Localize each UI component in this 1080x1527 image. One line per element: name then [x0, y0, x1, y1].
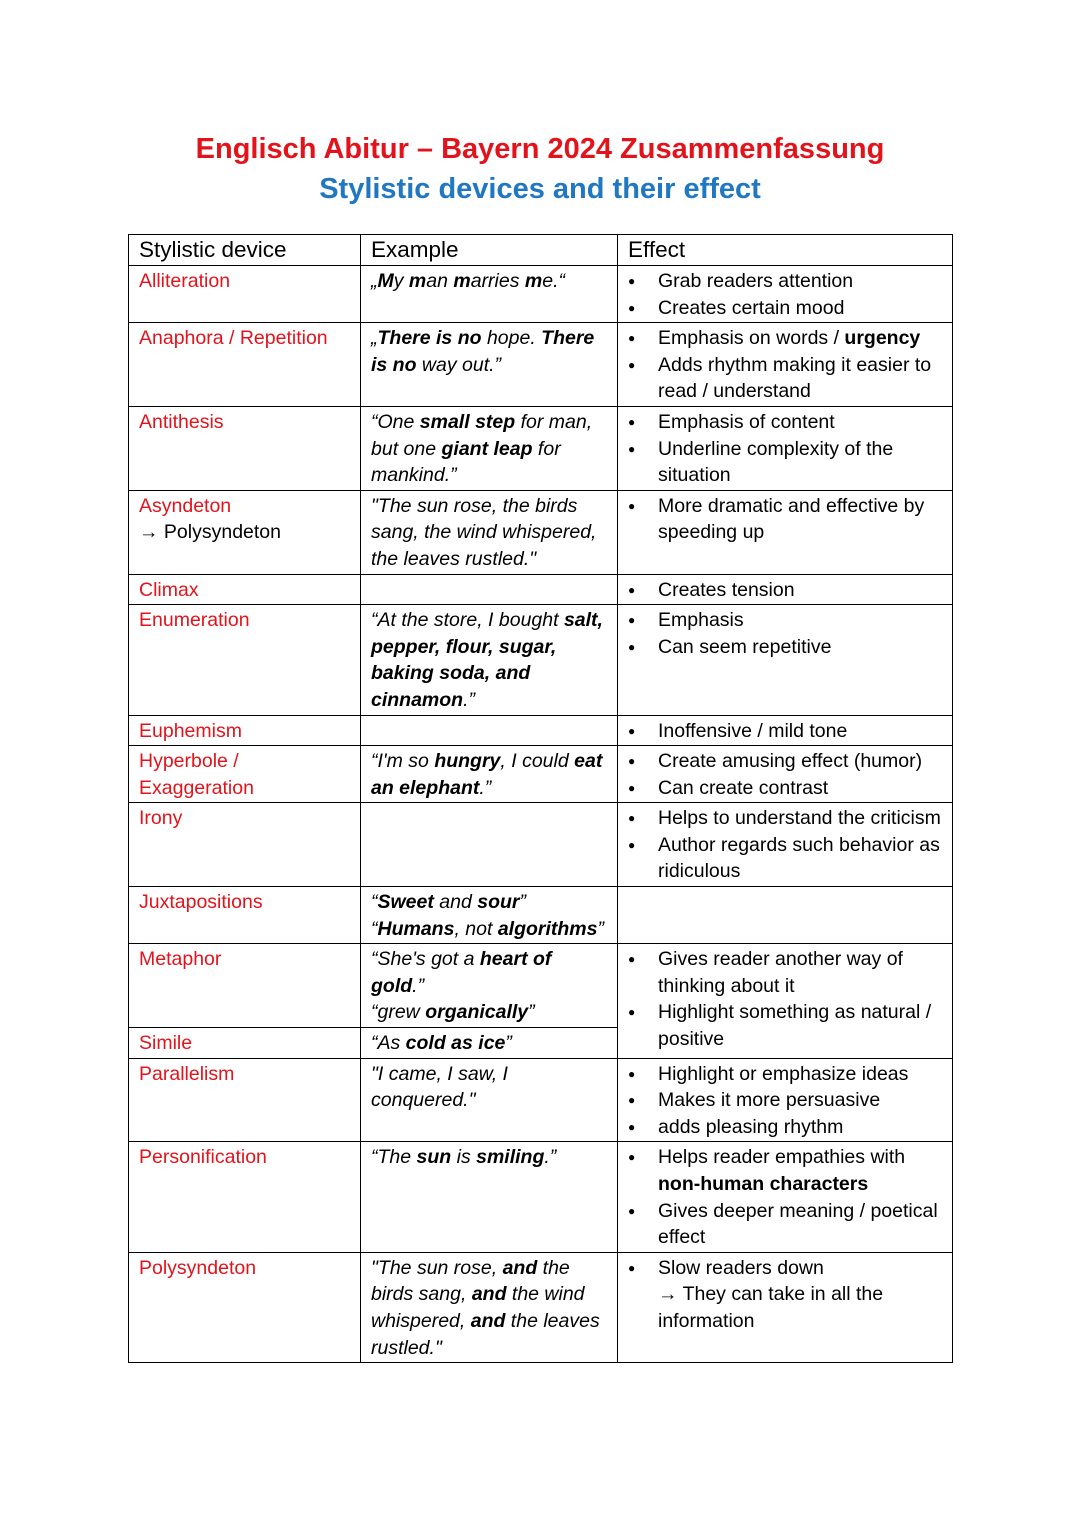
effect-item [628, 1144, 944, 1197]
effect-item [628, 634, 944, 661]
effect-list [628, 577, 944, 604]
example-cell [361, 266, 618, 323]
device-cell [129, 887, 361, 944]
effect-cell [618, 1058, 953, 1142]
effect-cell [618, 490, 953, 574]
effect-cell [618, 406, 953, 490]
device-cell [129, 574, 361, 605]
device-cell [129, 605, 361, 715]
effect-text: Gives deeper meaning / poetical effect [658, 1199, 938, 1249]
table-row [129, 715, 953, 746]
effect-text: Gives reader another way of thinking about it [658, 948, 903, 997]
effect-text: Emphasis [658, 609, 744, 632]
device-cell [129, 1252, 361, 1362]
example-text: .” [479, 776, 492, 799]
effect-item [628, 999, 944, 1052]
device-name: Simile [139, 1032, 193, 1055]
example-text: the wind whispered, [371, 1283, 585, 1332]
effect-text: Creates tension [658, 578, 795, 601]
effect-item [628, 718, 944, 745]
effect-cell [618, 746, 953, 803]
device-name: Antithesis [139, 410, 224, 433]
example-cell [361, 406, 618, 490]
example-bold: Sweet [377, 891, 434, 914]
device-name: Euphemism [139, 719, 242, 742]
example-bold: m [408, 270, 427, 292]
table-row [129, 605, 953, 715]
example-cell [361, 715, 618, 746]
effect-text: adds pleasing rhythm [658, 1115, 844, 1138]
effect-list [628, 748, 944, 801]
page-subtitle: Stylistic devices and their effect [319, 173, 761, 205]
effect-item [628, 1114, 944, 1141]
effect-item [628, 607, 944, 634]
effect-text: Slow readers down [658, 1256, 824, 1279]
table-row [129, 746, 953, 803]
example-cell [361, 1058, 618, 1142]
effect-item [628, 325, 944, 352]
example-text: way out.” [416, 353, 502, 376]
table-row [129, 323, 953, 407]
effect-text: Underline complexity of the situation [658, 437, 894, 487]
table-row [129, 490, 953, 574]
example-text: "I came, I saw, I conquered." [371, 1062, 508, 1112]
example-text: “ [371, 891, 378, 914]
example-bold: sun [416, 1146, 452, 1169]
example-bold: There is no [371, 327, 595, 376]
effect-text: Emphasis of content [658, 410, 835, 433]
example-cell [361, 746, 618, 803]
example-cell [361, 605, 618, 715]
example-cell [361, 490, 618, 574]
example-text: "The sun rose, the birds sang, the wind whispered, the leaves rustled." [371, 494, 597, 570]
effect-list [628, 607, 944, 660]
example-text: .” [544, 1146, 557, 1169]
device-name: Climax [139, 578, 199, 601]
page-title: Englisch Abitur – Bayern 2024 Zusammenfassung [195, 133, 885, 165]
effect-list [628, 1144, 944, 1250]
header-example: Example [361, 235, 618, 266]
effect-text: Highlight something as natural / positive [658, 1001, 932, 1051]
example-text: for mankind.” [371, 437, 561, 487]
example-cell [361, 1252, 618, 1362]
example-text: ” [597, 917, 604, 940]
example-text: “One [371, 410, 420, 433]
device-name: Metaphor [139, 948, 222, 971]
effect-text: Can create contrast [658, 776, 829, 799]
example-cell [361, 944, 618, 1028]
device-cell [129, 266, 361, 323]
example-bold: giant leap [441, 437, 533, 460]
table-row [129, 574, 953, 605]
example-bold: smiling [476, 1146, 545, 1169]
example-bold: heart of gold [371, 948, 552, 997]
device-name: Irony [139, 807, 183, 830]
example-bold: m [524, 270, 543, 292]
effect-item [628, 1087, 944, 1114]
effect-list [628, 946, 944, 1052]
example-bold: small step [419, 410, 516, 433]
example-text: the leaves rustled." [371, 1309, 600, 1359]
example-bold: and [502, 1256, 538, 1279]
effect-cell [618, 1252, 953, 1362]
effect-text: Helps to understand the criticism [658, 807, 941, 830]
effect-item [628, 409, 944, 436]
example-bold: hungry [434, 750, 501, 773]
effect-item [628, 436, 944, 489]
example-bold: Humans [377, 917, 455, 940]
effect-item [628, 352, 944, 405]
example-text: , not [454, 917, 498, 940]
header-device: Stylistic device [129, 235, 361, 266]
effect-item [628, 748, 944, 775]
example-bold: M [377, 270, 394, 292]
effect-item [628, 295, 944, 322]
device-name: Hyperbole / Exaggeration [139, 750, 254, 799]
effect-list [628, 268, 944, 321]
device-name: Parallelism [139, 1062, 235, 1085]
effect-cell [618, 323, 953, 407]
device-name: Alliteration [139, 270, 231, 292]
table-row [129, 1058, 953, 1142]
example-cell [361, 803, 618, 887]
example-text: hope. [481, 327, 542, 350]
example-cell [361, 323, 618, 407]
effect-text: Inoffensive / mild tone [658, 719, 848, 742]
example-bold: and [471, 1283, 507, 1306]
effect-text: Helps reader empathies with [658, 1146, 906, 1169]
example-text: and [433, 891, 478, 914]
example-text: ” [519, 891, 526, 914]
example-bold: sour [477, 891, 520, 914]
effect-item [628, 577, 944, 604]
effect-cell [618, 1142, 953, 1252]
example-text: an [426, 270, 454, 292]
effect-text: Emphasis on words / [658, 327, 845, 350]
example-text: arries [470, 270, 525, 292]
effect-item [628, 775, 944, 802]
device-name: Polysyndeton [139, 1256, 257, 1279]
example-text: is [451, 1146, 477, 1169]
device-cell [129, 490, 361, 574]
effect-list [628, 1255, 944, 1335]
effect-bold: urgency [844, 327, 921, 350]
example-text: ” [528, 1001, 535, 1024]
device-cell [129, 1142, 361, 1252]
table-header-row [129, 235, 953, 266]
effect-item [628, 1255, 944, 1282]
effect-cell [618, 266, 953, 323]
example-text: "The sun rose, [371, 1256, 503, 1279]
example-bold: organically [425, 1001, 529, 1024]
effect-cell [618, 887, 953, 944]
effect-text: Author regards such behavior as ridiculous [658, 833, 940, 883]
example-text: .” [412, 974, 425, 997]
example-cell [361, 887, 618, 944]
effect-text: Makes it more persuasive [658, 1089, 881, 1112]
device-cell [129, 1028, 361, 1059]
device-name: Personification [139, 1146, 267, 1169]
example-bold: cold as ice [405, 1032, 506, 1055]
example-text: the birds sang, [371, 1256, 570, 1306]
example-text: , I could [500, 750, 575, 773]
effect-cell [618, 605, 953, 715]
device-cell [129, 1058, 361, 1142]
example-text: “I'm so [371, 750, 435, 773]
device-cell [129, 803, 361, 887]
example-bold: algorithms [497, 917, 598, 940]
effect-item [628, 1061, 944, 1088]
effect-list [628, 409, 944, 489]
example-bold: There is no [377, 327, 482, 350]
effect-cell [618, 944, 953, 1058]
header-effect: Effect [618, 235, 953, 266]
example-cell [361, 574, 618, 605]
effect-item [628, 805, 944, 832]
example-text: “The [371, 1146, 417, 1169]
effect-list [628, 718, 944, 745]
example-cell [361, 1028, 618, 1059]
table-row [129, 1142, 953, 1252]
device-cell [129, 406, 361, 490]
effect-note: → They can take in all the information [658, 1283, 884, 1332]
example-cell [361, 1142, 618, 1252]
effect-cell [618, 803, 953, 887]
stylistic-devices-table [128, 234, 953, 1363]
example-text: “As [371, 1032, 406, 1055]
effect-text: Grab readers attention [658, 270, 854, 292]
effect-item [628, 493, 944, 546]
table-row [129, 887, 953, 944]
example-text: „ [371, 327, 378, 350]
effect-list [628, 493, 944, 546]
example-text: “ [371, 917, 378, 940]
effect-list [628, 1061, 944, 1141]
example-text: „ [371, 270, 378, 292]
effect-text: Creates certain mood [658, 296, 845, 319]
effect-text: More dramatic and effective by speeding up [658, 494, 925, 544]
device-cell [129, 746, 361, 803]
device-cell [129, 944, 361, 1028]
example-text: ” [505, 1032, 512, 1055]
effect-cell [618, 574, 953, 605]
example-bold: and [470, 1309, 506, 1332]
table-row [129, 266, 953, 323]
effect-item [628, 832, 944, 885]
device-name: Enumeration [139, 609, 250, 632]
table-body [129, 266, 953, 1363]
example-text: .” [463, 688, 476, 711]
effect-item [628, 946, 944, 999]
effect-text: Adds rhythm making it easier to read / understand [658, 353, 932, 403]
device-note: → Polysyndeton [139, 521, 281, 544]
example-text: “At the store, I bought [371, 609, 564, 632]
table-row [129, 944, 953, 1028]
effect-text: Create amusing effect (humor) [658, 750, 923, 773]
effect-list [628, 325, 944, 405]
example-text: for man, but one [371, 410, 593, 460]
example-bold: eat an elephant [371, 750, 603, 799]
table-row [129, 803, 953, 887]
example-text: “She's got a [371, 948, 480, 971]
effect-item [628, 1198, 944, 1251]
example-text: “grew [371, 1001, 426, 1024]
effect-text: Highlight or emphasize ideas [658, 1062, 909, 1085]
example-bold: salt, pepper, flour, sugar, baking soda, and cinnamon [371, 609, 603, 711]
device-name: Juxtapositions [139, 891, 263, 914]
effect-text: Can seem repetitive [658, 635, 832, 658]
table-row [129, 406, 953, 490]
table-row [129, 1252, 953, 1362]
effect-item [628, 268, 944, 295]
device-cell [129, 323, 361, 407]
effect-list [628, 805, 944, 885]
device-name: Anaphora / Repetition [139, 327, 328, 350]
example-bold: m [453, 270, 471, 292]
effect-cell [618, 715, 953, 746]
example-text: e.“ [542, 270, 566, 292]
device-cell [129, 715, 361, 746]
device-name: Asyndeton [139, 494, 232, 517]
effect-bold: non-human characters [658, 1173, 869, 1195]
example-text: y [393, 270, 409, 292]
